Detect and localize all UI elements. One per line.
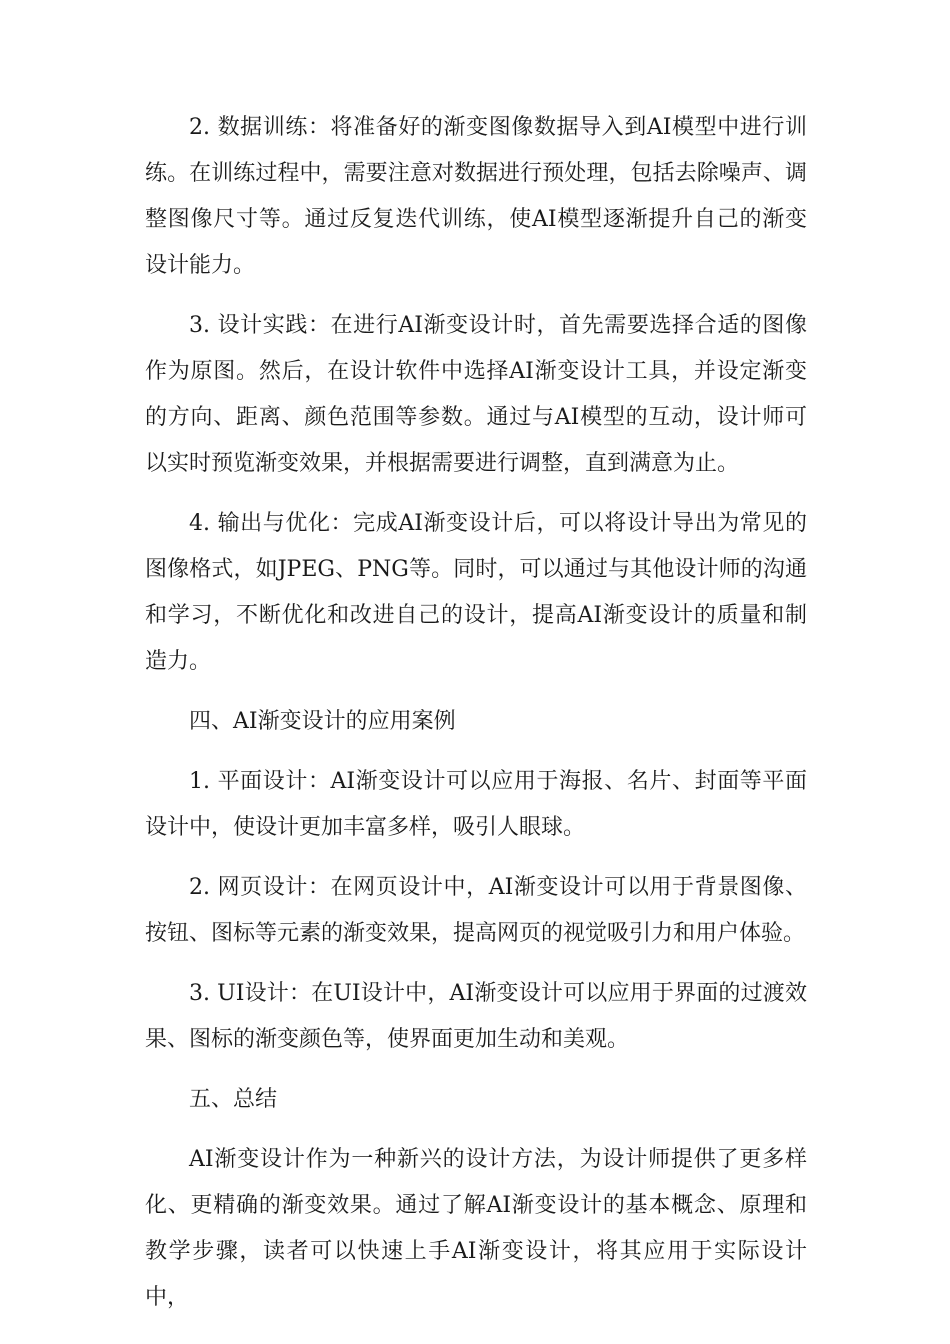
paragraph-summary: AI渐变设计作为一种新兴的设计方法，为设计师提供了更多样化、更精确的渐变效果。通过了解AI渐变设计的基本概念、原理和教学步骤，读者可以快速上手AI渐变设计，将其应用于实际设计中， <box>145 1147 807 1310</box>
section-heading-application-cases: 四、AI渐变设计的应用案例 <box>189 709 456 734</box>
paragraph-design-practice: 3. 设计实践：在进行AI渐变设计时，首先需要选择合适的图像作为原图。然后，在设计软件中选择AI渐变设计工具，并设定渐变的方向、距离、颜色范围等参数。通过与AI模型的互动，设计师可以实时预览渐变效果，并根据需要进行调整，直到满意为止。 <box>145 313 807 476</box>
paragraph-graphic-design: 1. 平面设计：AI渐变设计可以应用于海报、名片、封面等平面设计中，使设计更加丰富多样，吸引人眼球。 <box>145 769 807 840</box>
section-heading-summary: 五、总结 <box>189 1087 278 1112</box>
paragraph-output-optimization: 4. 输出与优化：完成AI渐变设计后，可以将设计导出为常见的图像格式，如JPEG、PNG等。同时，可以通过与其他设计师的沟通和学习，不断优化和改进自己的设计，提高AI渐变设计的质量和制造力。 <box>145 511 807 674</box>
paragraph-ui-design: 3. UI设计：在UI设计中，AI渐变设计可以应用于界面的过渡效果、图标的渐变颜色等，使界面更加生动和美观。 <box>145 981 807 1052</box>
document-body <box>145 105 807 1335</box>
paragraph-data-training: 2. 数据训练：将准备好的渐变图像数据导入到AI模型中进行训练。在训练过程中，需要注意对数据进行预处理，包括去除噪声、调整图像尺寸等。通过反复迭代训练，使AI模型逐渐提升自己的渐变设计能力。 <box>145 115 807 278</box>
paragraph-web-design: 2. 网页设计：在网页设计中，AI渐变设计可以用于背景图像、按钮、图标等元素的渐变效果，提高网页的视觉吸引力和用户体验。 <box>145 875 807 946</box>
